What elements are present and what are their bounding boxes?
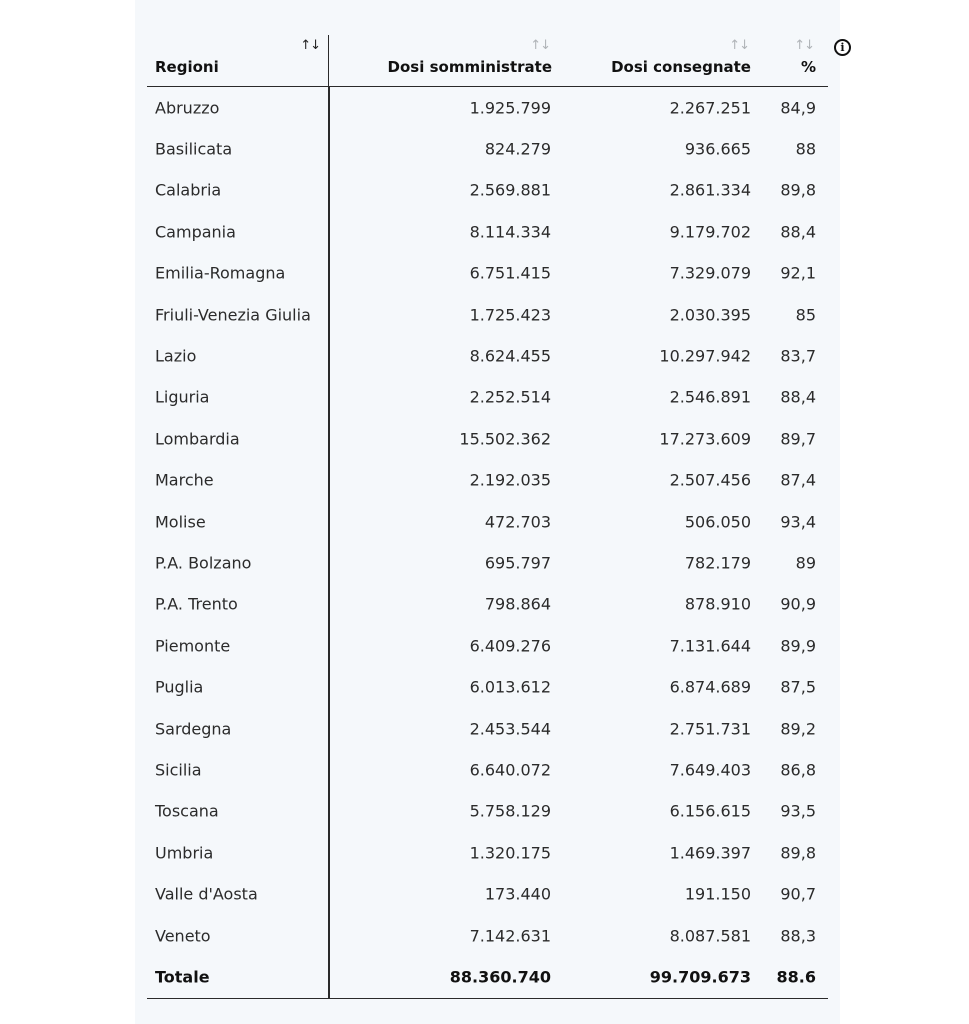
table-row [147, 377, 828, 418]
cell-dosi-consegnate: 6.156.615 [669, 801, 751, 821]
cell-region: Piemonte [155, 636, 231, 656]
cell-region: Lombardia [155, 429, 240, 449]
cell-region: Umbria [155, 843, 214, 863]
cell-region: Sicilia [155, 760, 202, 780]
table-row [147, 708, 828, 749]
cell-dosi-somministrate: 824.279 [484, 139, 551, 159]
cell-dosi-somministrate: 2.569.881 [469, 180, 551, 200]
cell-dosi-consegnate: 2.861.334 [669, 180, 751, 200]
cell-percent: 87,5 [780, 677, 816, 697]
cell-region: P.A. Trento [155, 594, 238, 614]
cell-region: Molise [155, 512, 206, 532]
cell-dosi-somministrate: 1.725.423 [469, 305, 551, 325]
cell-dosi-somministrate: 8.624.455 [469, 346, 551, 366]
sort-icon[interactable]: ↑↓ [300, 38, 320, 53]
cell-percent: 83,7 [780, 346, 816, 366]
cell-percent: 89,9 [780, 636, 816, 656]
table-row [147, 335, 828, 376]
table-row [147, 418, 828, 459]
table-row [147, 211, 828, 252]
table-row [147, 749, 828, 790]
header-dosi-somministrate[interactable] [328, 35, 552, 86]
cell-dosi-somministrate: 88.360.740 [449, 967, 551, 987]
cell-region: Calabria [155, 180, 222, 200]
table-row [147, 832, 828, 873]
cell-dosi-somministrate: 695.797 [484, 553, 551, 573]
cell-percent: 88,3 [780, 926, 816, 945]
cell-dosi-somministrate: 2.252.514 [469, 387, 551, 407]
cell-percent: 89,2 [780, 719, 816, 739]
header-dosi-consegnate[interactable] [551, 35, 751, 86]
sort-icon[interactable]: ↑↓ [794, 38, 814, 53]
header-percent[interactable] [751, 35, 816, 86]
cell-region: Valle d'Aosta [155, 884, 258, 904]
cell-region: Totale [155, 967, 210, 987]
cell-region: Basilicata [155, 139, 233, 159]
cell-dosi-consegnate: 936.665 [684, 139, 751, 159]
cell-percent: 86,8 [780, 760, 816, 780]
cell-percent: 88,4 [780, 387, 816, 407]
cell-region: Puglia [155, 677, 204, 697]
cell-dosi-consegnate: 2.267.251 [669, 98, 751, 118]
cell-region: Sardegna [155, 719, 232, 739]
cell-percent: 84,9 [780, 98, 816, 118]
header-label: Regioni [155, 58, 219, 76]
table-row [147, 253, 828, 294]
cell-dosi-somministrate: 6.409.276 [469, 636, 551, 656]
cell-dosi-consegnate: 99.709.673 [649, 967, 751, 987]
cell-percent: 88.6 [776, 967, 816, 987]
cell-dosi-consegnate: 1.469.397 [669, 843, 751, 863]
cell-dosi-consegnate: 7.329.079 [669, 263, 751, 283]
cell-dosi-somministrate: 2.453.544 [469, 719, 551, 739]
cell-percent: 88,4 [780, 222, 816, 242]
cell-dosi-somministrate: 6.013.612 [469, 677, 551, 697]
cell-region: P.A. Bolzano [155, 553, 252, 573]
table-row [147, 294, 828, 335]
cell-region: Emilia-Romagna [155, 263, 286, 283]
cell-region: Veneto [155, 926, 211, 945]
header-label: Dosi somministrate [387, 58, 552, 76]
cell-region: Liguria [155, 387, 210, 407]
cell-dosi-somministrate: 7.142.631 [469, 926, 551, 945]
cell-dosi-somministrate: 798.864 [484, 594, 551, 614]
cell-region: Abruzzo [155, 98, 220, 118]
cell-percent: 92,1 [780, 263, 816, 283]
table-row [147, 666, 828, 707]
cell-dosi-consegnate: 2.751.731 [669, 719, 751, 739]
cell-dosi-somministrate: 8.114.334 [469, 222, 551, 242]
table-header [147, 35, 828, 87]
cell-percent: 89,8 [780, 180, 816, 200]
cell-percent: 89,8 [780, 843, 816, 863]
cell-percent: 89 [795, 553, 816, 573]
cell-dosi-consegnate: 191.150 [684, 884, 751, 904]
sort-icon[interactable]: ↑↓ [729, 38, 749, 53]
info-icon[interactable]: i [834, 39, 851, 56]
cell-dosi-consegnate: 2.030.395 [669, 305, 751, 325]
cell-dosi-somministrate: 6.640.072 [469, 760, 551, 780]
table-body [147, 87, 828, 998]
cell-percent: 88 [795, 139, 816, 159]
vaccine-doses-table [147, 35, 828, 999]
cell-dosi-consegnate: 782.179 [684, 553, 751, 573]
table-row [147, 542, 828, 583]
cell-percent: 90,9 [780, 594, 816, 614]
table-row [147, 460, 828, 501]
cell-percent: 93,5 [780, 801, 816, 821]
cell-dosi-consegnate: 10.297.942 [659, 346, 751, 366]
table-row [147, 170, 828, 211]
table-row [147, 87, 828, 128]
table-row [147, 128, 828, 169]
cell-region: Marche [155, 470, 214, 490]
table-row [147, 625, 828, 666]
cell-dosi-consegnate: 878.910 [684, 594, 751, 614]
cell-dosi-somministrate: 1.925.799 [469, 98, 551, 118]
cell-region: Lazio [155, 346, 197, 366]
cell-dosi-somministrate: 5.758.129 [469, 801, 551, 821]
table-row [147, 873, 828, 914]
cell-dosi-consegnate: 506.050 [684, 512, 751, 532]
cell-percent: 93,4 [780, 512, 816, 532]
table-row [147, 501, 828, 542]
table-total-row [147, 956, 828, 997]
cell-percent: 90,7 [780, 884, 816, 904]
cell-dosi-consegnate: 9.179.702 [669, 222, 751, 242]
cell-region: Toscana [155, 801, 219, 821]
cell-region: Friuli-Venezia Giulia [155, 305, 311, 325]
cell-percent: 89,7 [780, 429, 816, 449]
table-bottom-rule [147, 998, 828, 999]
header-label: Dosi consegnate [611, 58, 751, 76]
cell-dosi-somministrate: 1.320.175 [469, 843, 551, 863]
cell-dosi-somministrate: 173.440 [484, 884, 551, 904]
cell-dosi-somministrate: 15.502.362 [459, 429, 551, 449]
table-row [147, 915, 828, 956]
cell-dosi-somministrate: 6.751.415 [469, 263, 551, 283]
table-row [147, 584, 828, 625]
cell-dosi-consegnate: 7.131.644 [669, 636, 751, 656]
header-label: % [800, 58, 816, 76]
cell-dosi-somministrate: 472.703 [484, 512, 551, 532]
table-row [147, 791, 828, 832]
header-regioni[interactable] [147, 35, 328, 86]
cell-dosi-consegnate: 6.874.689 [669, 677, 751, 697]
cell-dosi-consegnate: 7.649.403 [669, 760, 751, 780]
cell-dosi-consegnate: 8.087.581 [669, 926, 751, 945]
sort-icon[interactable]: ↑↓ [530, 38, 550, 53]
cell-dosi-consegnate: 2.507.456 [669, 470, 751, 490]
cell-dosi-consegnate: 17.273.609 [659, 429, 751, 449]
cell-percent: 87,4 [780, 470, 816, 490]
cell-dosi-somministrate: 2.192.035 [469, 470, 551, 490]
cell-dosi-consegnate: 2.546.891 [669, 387, 751, 407]
cell-percent: 85 [795, 305, 816, 325]
cell-region: Campania [155, 222, 236, 242]
